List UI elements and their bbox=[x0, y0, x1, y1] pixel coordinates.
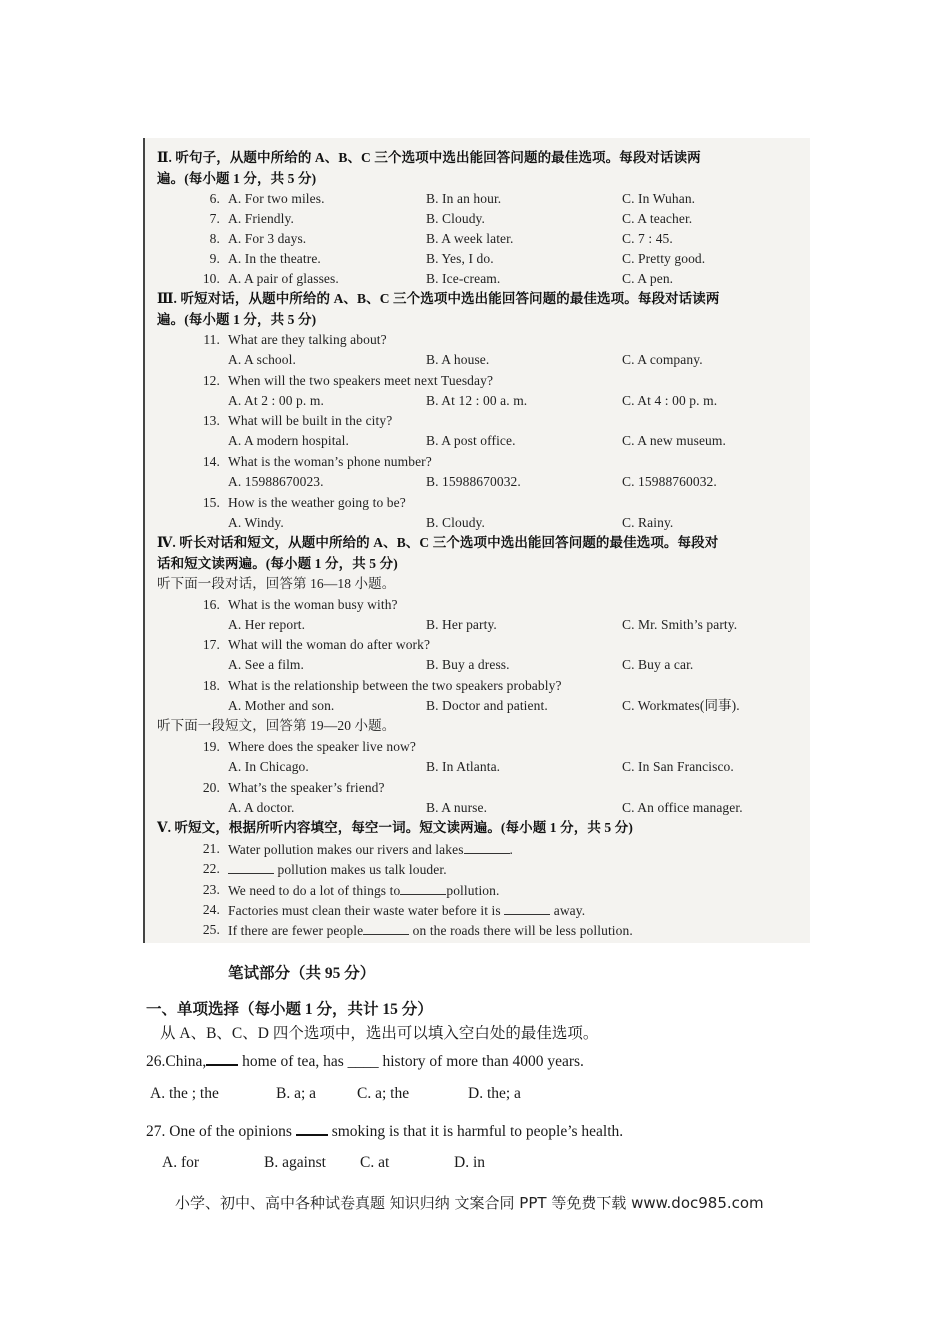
question-stem: 11. What are they talking about? bbox=[203, 332, 387, 347]
question-27: 27. One of the opinions smoking is that it is harmful to people’s health. bbox=[146, 1120, 623, 1142]
question-stem: 13. What will be built in the city? bbox=[202, 413, 393, 428]
question-options: A. In Chicago. B. In Atlanta. C. In San Francisco. bbox=[228, 759, 734, 774]
question-options: A. At 2 : 00 p. m. B. At 12 : 00 a. m. C. At 4 : 00 p. m. bbox=[228, 393, 718, 408]
question-options: A. Her report. B. Her party. C. Mr. Smith’s party. bbox=[228, 617, 738, 632]
question-stem: 14. What is the woman’s phone number? bbox=[202, 454, 432, 469]
section-4-sub2: 听下面一段短文，回答第 19—20 小题。 bbox=[157, 718, 396, 733]
section-4-sub1: 听下面一段对话，回答第 16—18 小题。 bbox=[157, 576, 396, 591]
section-4-header-line2: 话和短文读两遍。(每小题 1 分，共 5 分) bbox=[157, 556, 398, 571]
question-row: 10. A. A pair of glasses. B. Ice-cream. C. A pen. bbox=[202, 271, 674, 286]
question-options: A. Mother and son. B. Doctor and patient. C. Workmates(同事). bbox=[228, 698, 740, 713]
question-stem: 17. What will the woman do after work? bbox=[202, 637, 431, 652]
part1-instruction: 从 A、B、C、D 四个选项中，选出可以填入空白处的最佳选项。 bbox=[160, 1025, 599, 1042]
answer-blank bbox=[296, 1120, 328, 1136]
question-26: 26.China, home of tea, has ____ history of more than 4000 years. bbox=[146, 1050, 584, 1072]
fill-blank-row: 21. Water pollution makes our rivers and lakes . bbox=[202, 841, 514, 857]
section-2-header-line2: 遍。(每小题 1 分，共 5 分) bbox=[157, 171, 317, 186]
question-stem: 19. Where does the speaker live now? bbox=[202, 739, 416, 754]
fill-blank-row: 24. Factories must clean their waste water before it is away. bbox=[202, 902, 586, 918]
section-4-header-line1: Ⅳ. 听长对话和短文，从题中所给的 A、B、C 三个选项中选出能回答问题的最佳选项。每段对 bbox=[157, 535, 719, 550]
question-stem: 15. How is the weather going to be? bbox=[202, 495, 406, 510]
section-3-header-line1: Ⅲ. 听短对话，从题中所给的 A、B、C 三个选项中选出能回答问题的最佳选项。每段对话读两 bbox=[157, 291, 720, 306]
question-stem: 20. What’s the speaker’s friend? bbox=[202, 780, 385, 795]
section-2-header-line1: Ⅱ. 听句子，从题中所给的 A、B、C 三个选项中选出能回答问题的最佳选项。每段对话读两 bbox=[157, 150, 701, 165]
question-options: A. 15988670023. B. 15988670032. C. 15988760032. bbox=[228, 474, 717, 489]
written-part-title: 笔试部分（共 95 分） bbox=[228, 965, 376, 982]
part1-title: 一、单项选择（每小题 1 分，共计 15 分） bbox=[146, 1001, 433, 1018]
question-options: A. Windy. B. Cloudy. C. Rainy. bbox=[228, 515, 674, 530]
question-options: A. A doctor. B. A nurse. C. An office manager. bbox=[228, 800, 743, 815]
question-options: A. A school. B. A house. C. A company. bbox=[228, 352, 703, 367]
question-row: 6. A. For two miles. B. In an hour. C. In Wuhan. bbox=[209, 191, 696, 206]
question-row: 8. A. For 3 days. B. A week later. C. 7 : 45. bbox=[209, 231, 673, 246]
scanned-listening-section bbox=[143, 138, 810, 943]
fill-blank-row: 25. If there are fewer people on the roads there will be less pollution. bbox=[202, 922, 633, 938]
question-stem: 16. What is the woman busy with? bbox=[202, 597, 398, 612]
question-stem: 18. What is the relationship between the two speakers probably? bbox=[202, 678, 562, 693]
question-stem: 12. When will the two speakers meet next Tuesday? bbox=[202, 373, 494, 388]
answer-blank bbox=[206, 1050, 238, 1066]
question-options: A. A modern hospital. B. A post office. C. A new museum. bbox=[228, 433, 726, 448]
section-3-header-line2: 遍。(每小题 1 分，共 5 分) bbox=[157, 312, 317, 327]
question-row: 9. A. In the theatre. B. Yes, I do. C. Pretty good. bbox=[209, 251, 706, 266]
section-5-header: Ⅴ. 听短文，根据所听内容填空，每空一词。短文读两遍。(每小题 1 分，共 5 分) bbox=[157, 820, 633, 835]
question-options: A. See a film. B. Buy a dress. C. Buy a car. bbox=[228, 657, 694, 672]
page-footer: 小学、初中、高中各种试卷真题 知识归纳 文案合同 PPT 等免费下载 www.doc985.com bbox=[175, 1194, 764, 1212]
question-row: 7. A. Friendly. B. Cloudy. C. A teacher. bbox=[209, 211, 693, 226]
fill-blank-row: 22. pollution makes us talk louder. bbox=[202, 861, 447, 877]
fill-blank-row: 23. We need to do a lot of things to pollution. bbox=[202, 882, 500, 898]
